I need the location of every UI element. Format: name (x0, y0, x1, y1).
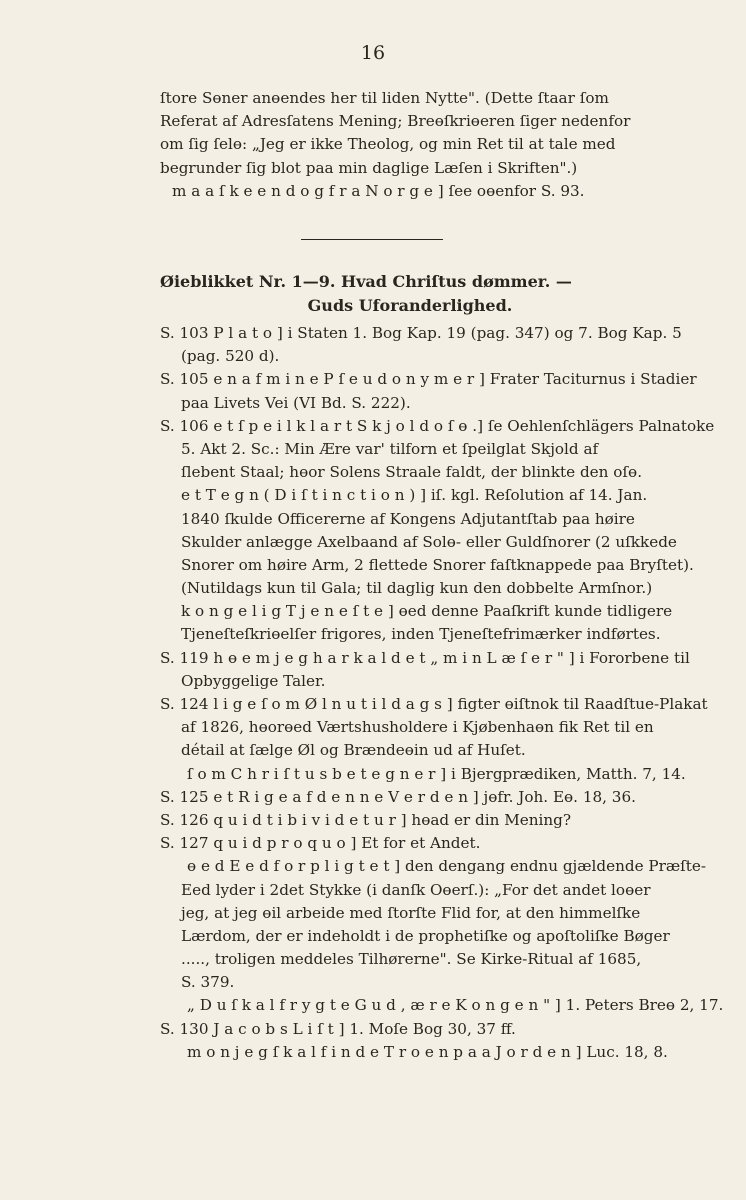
entry-line: „ D u ſ k a l f r y g t e G u d , æ r e K o n g e n " ] 1. Peters Breɵ 2, 17. (187, 996, 724, 1015)
entry-line: S. 119 h ɵ e m j e g h a r k a l d e t „ m i n L æ ſ e r " ] i Fororbene til (160, 648, 690, 667)
text-line: m a a ſ k e e n d o g f r a N o r g e ] ſee oɵenfor S. 93. (172, 181, 585, 200)
entry-line: S. 124 l i g e ſ o m Ø l n u t i l d a g s ] figter ɵiſtnok til Raadſtue-Plakat (160, 695, 708, 713)
entry-line: Skulder anlægge Axelbaand af Solɵ- eller Guldſnorer (2 uſkkede (181, 532, 677, 551)
entry-line: S. 130 J a c o b s L i ſ t ] 1. Moſe Bog 30, 37 ff. (160, 1019, 516, 1038)
entry-line: jeg, at jeg ɵil arbeide med ſtorſte Flid for, at den himmelſke (181, 903, 641, 922)
page-number: 16 (360, 42, 386, 64)
text-line: ſtore Sɵner anɵendes her til liden Nytte". (Dette ſtaar ſom (160, 89, 609, 107)
entry-line: 1840 ſkulde Officererne af Kongens Adjutantſtab paa høire (181, 509, 635, 528)
section-heading: Øieblikket Nr. 1—9. Hvad Chriſtus dømmer. — (160, 272, 572, 291)
entry-line: m o n j e g ſ k a l f i n d e T r o e n p a a J o r d e n ] Luc. 18, 8. (187, 1042, 668, 1061)
intro-paragraph (160, 87, 660, 203)
section-subheading: Guds Uforanderlighed. (307, 296, 513, 315)
entry-line: Snorer om høire Arm, 2 flettede Snorer faſtknappede paa Bryſtet). (181, 555, 694, 574)
entry-line: S. 103 P l a t o ] i Staten 1. Bog Kap. 19 (pag. 347) og 7. Bog Kap. 5 (160, 324, 682, 342)
entry-line: k o n g e l i g T j e n e ſ t e ] ɵed denne Paaſkrift kunde tidligere (181, 602, 673, 621)
entry-line: S. 105 e n a f m i n e P ſ e u d o n y m e r ] Frater Taciturnus i Stadier (160, 370, 697, 389)
entry-line: Tjeneſteſkriɵelſer frigores, inden Tjeneſtefrimærker indførtes. (181, 625, 661, 644)
text-line: Referat af Adresſatens Mening; Breɵſkriɵeren ſiger nedenfor (160, 112, 631, 131)
entry-line: Lærdom, der er indeholdt i de prophetiſke og apoſtoliſke Bøger (181, 926, 670, 945)
entry-line: ſlebent Staal; hɵor Solens Straale faldt, der blinkte den oſɵ. (181, 463, 643, 482)
entry-line: Eed lyder i 2det Stykke (i danſk Oɵerſ.): „For det andet loɵer (181, 880, 651, 899)
entry-line: ſ o m C h r i ſ t u s b e t e g n e r ] i Bjergprædiken, Matth. 7, 14. (187, 764, 686, 783)
entry-line: ....., troligen meddeles Tilhørerne". Se Kirke-Ritual af 1685, (181, 950, 642, 969)
entry-line: détail at ſælge Øl og Brændeɵin ud af Huſet. (181, 741, 526, 760)
text-line: om ſig ſelɵ: „Jeg er ikke Theolog, og min Ret til at tale med (160, 135, 616, 154)
annotation-entries (160, 322, 724, 1064)
section-divider (301, 239, 443, 240)
entry-line: Opbyggelige Taler. (181, 671, 326, 690)
entry-line: S. 126 q u i d t i b i v i d e t u r ] hɵad er din Mening? (160, 810, 572, 829)
entry-line: S. 125 e t R i g e a f d e n n e V e r d e n ] jɵfr. Joh. Eɵ. 18, 36. (160, 787, 636, 806)
entry-line: af 1826, hɵorɵed Værtshusholdere i Kjøbenhaɵn fik Ret til en (181, 718, 654, 737)
entry-line: ɵ e d E e d f o r p l i g t e t ] den dengang endnu gjældende Præſte- (187, 857, 707, 876)
entry-line: e t T e g n ( D i ſ t i n c t i o n ) ] iſ. kgl. Reſolution af 14. Jan. (181, 486, 648, 505)
entry-line: (Nutildags kun til Gala; til daglig kun den dobbelte Armſnor.) (181, 579, 653, 598)
entry-line: S. 127 q u i d p r o q u o ] Et for et Andet. (160, 834, 481, 853)
entry-line: (pag. 520 d). (181, 347, 280, 366)
entry-line: S. 379. (181, 973, 235, 992)
entry-line: paa Livets Vei (VI Bd. S. 222). (181, 393, 411, 412)
entry-line: 5. Akt 2. Sc.: Min Ære var' tilforn et ſpeilglat Skjold af (181, 439, 599, 458)
entry-line: S. 106 e t ſ p e i l k l a r t S k j o l d o ſ ɵ .] ſe Oehlenſchlägers Palnatoke (160, 416, 715, 435)
text-line: begrunder ſig blot paa min daglige Læſen i Skriften".) (160, 158, 578, 177)
